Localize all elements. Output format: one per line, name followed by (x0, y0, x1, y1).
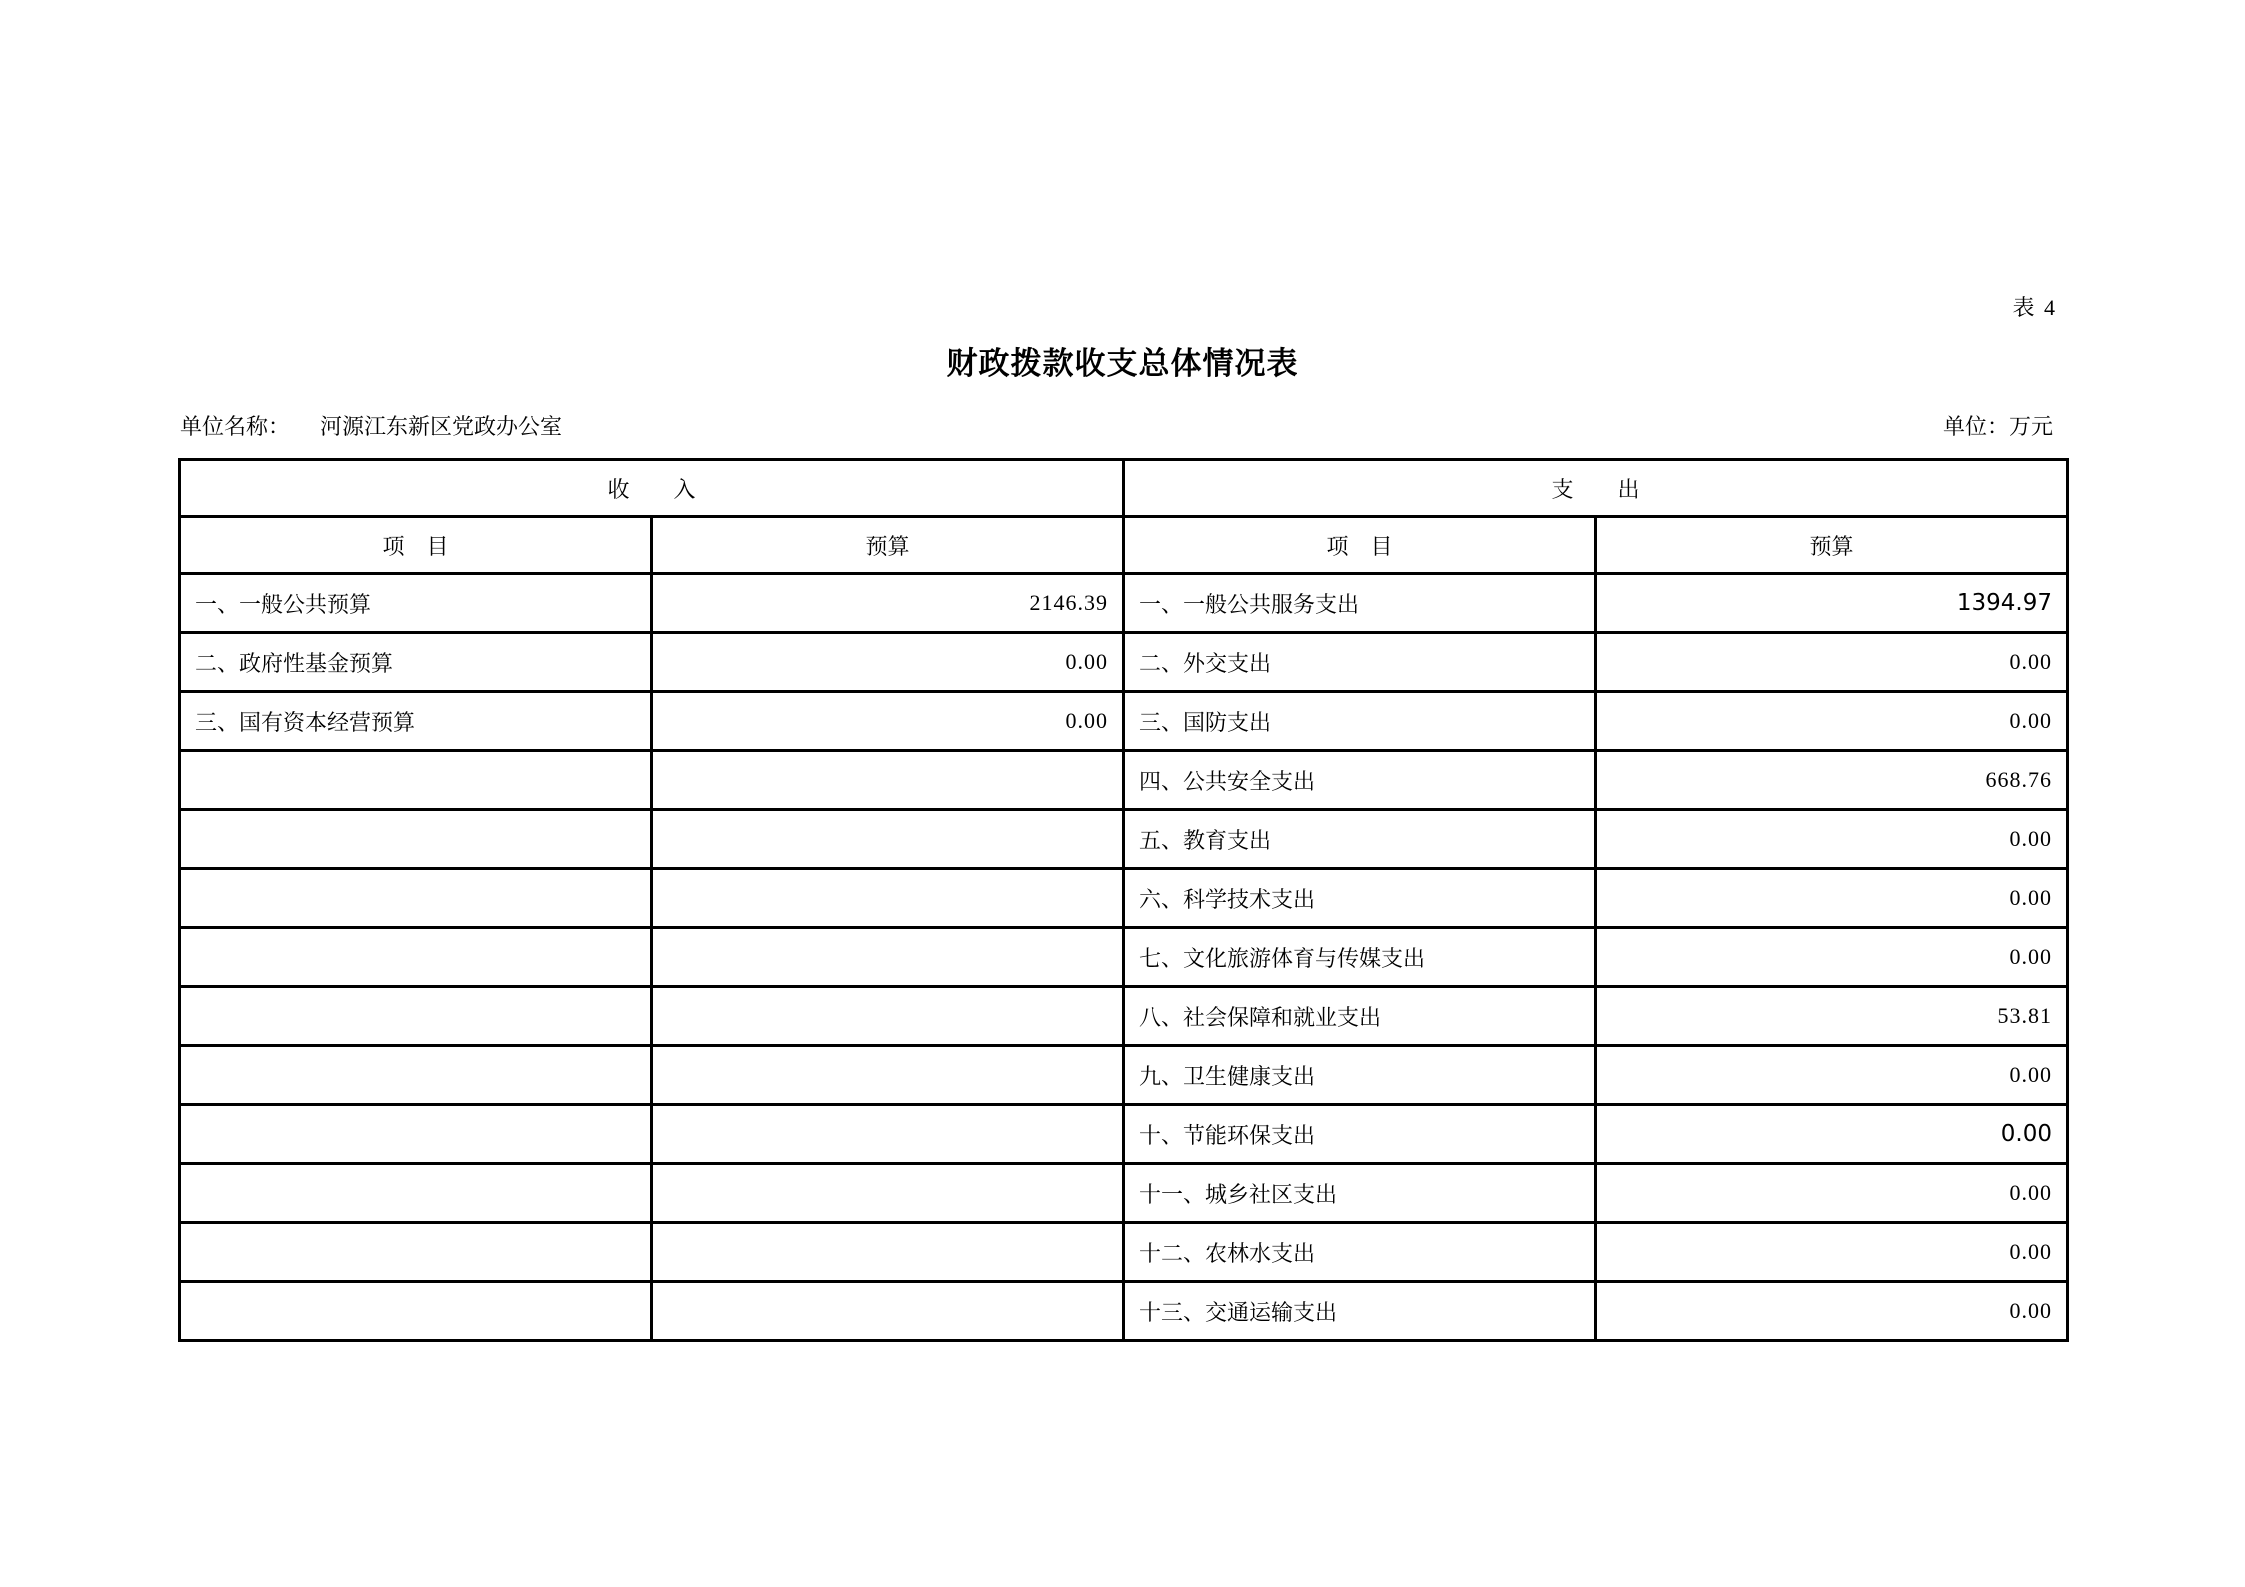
budget-table-body (180, 574, 2068, 1341)
revenue-value-cell (652, 751, 1124, 810)
expenditure-value-cell: 53.81 (1596, 987, 2068, 1046)
budget-table (178, 458, 2069, 1342)
expenditure-item-cell: 三、国防支出 (1124, 692, 1596, 751)
revenue-item-cell (180, 810, 652, 869)
revenue-item-cell: 一、一般公共预算 (180, 574, 652, 633)
meta-row (180, 410, 2053, 441)
expenditure-item-cell: 十三、交通运输支出 (1124, 1282, 1596, 1341)
revenue-item-cell (180, 1282, 652, 1341)
table-row (180, 1282, 2068, 1341)
revenue-value-cell (652, 1223, 1124, 1282)
expenditure-item-cell: 十、节能环保支出 (1124, 1105, 1596, 1164)
revenue-value-cell: 2146.39 (652, 574, 1124, 633)
revenue-item-cell (180, 1164, 652, 1223)
expenditure-value-cell: 0.00 (1596, 1046, 2068, 1105)
expenditure-value-cell: 1394.97 (1596, 574, 2068, 633)
expenditure-value-cell: 0.00 (1596, 928, 2068, 987)
expenditure-item-cell: 二、外交支出 (1124, 633, 1596, 692)
unit-name-value: 河源江东新区党政办公室 (320, 414, 563, 439)
revenue-value-cell: 0.00 (652, 633, 1124, 692)
table-row (180, 574, 2068, 633)
unit-label: 单位：万元 (1942, 414, 2053, 439)
table-row (180, 928, 2068, 987)
expenditure-item-cell: 八、社会保障和就业支出 (1124, 987, 1596, 1046)
revenue-value-cell (652, 810, 1124, 869)
expenditure-item-cell: 五、教育支出 (1124, 810, 1596, 869)
table-row (180, 1223, 2068, 1282)
expenditure-value-cell: 0.00 (1596, 692, 2068, 751)
expenditure-value-cell: 0.00 (1596, 1105, 2068, 1164)
expenditure-value-cell: 668.76 (1596, 751, 2068, 810)
table-row (180, 633, 2068, 692)
expenditure-value-cell: 0.00 (1596, 1282, 2068, 1341)
expenditure-budget-column-header: 预算 (1596, 517, 2068, 574)
table-column-header-row (180, 517, 2068, 574)
revenue-item-cell (180, 1105, 652, 1164)
expenditure-value-cell: 0.00 (1596, 869, 2068, 928)
table-number-tag: 表 4 (2012, 295, 2057, 320)
expenditure-item-cell: 七、文化旅游体育与传媒支出 (1124, 928, 1596, 987)
revenue-item-cell (180, 751, 652, 810)
expenditure-value-cell: 0.00 (1596, 810, 2068, 869)
revenue-value-cell: 0.00 (652, 692, 1124, 751)
expenditure-item-cell: 一、一般公共服务支出 (1124, 574, 1596, 633)
expenditure-item-cell: 十一、城乡社区支出 (1124, 1164, 1596, 1223)
expenditure-item-column-header: 项 目 (1124, 517, 1596, 574)
expenditure-section-header: 支 出 (1124, 460, 2068, 517)
expenditure-item-cell: 六、科学技术支出 (1124, 869, 1596, 928)
revenue-value-cell (652, 928, 1124, 987)
table-row (180, 1105, 2068, 1164)
table-row (180, 1164, 2068, 1223)
table-row (180, 810, 2068, 869)
page-title: 财政拨款收支总体情况表 (946, 346, 1299, 381)
revenue-item-cell: 二、政府性基金预算 (180, 633, 652, 692)
table-row (180, 987, 2068, 1046)
table-row (180, 751, 2068, 810)
expenditure-value-cell: 0.00 (1596, 1223, 2068, 1282)
table-section-header-row (180, 460, 2068, 517)
unit-name-label: 单位名称： (180, 414, 291, 439)
revenue-value-cell (652, 1282, 1124, 1341)
unit-name (180, 410, 562, 441)
revenue-value-cell (652, 1105, 1124, 1164)
expenditure-item-cell: 九、卫生健康支出 (1124, 1046, 1596, 1105)
table-row (180, 869, 2068, 928)
revenue-value-cell (652, 869, 1124, 928)
table-row (180, 692, 2068, 751)
revenue-item-cell: 三、国有资本经营预算 (180, 692, 652, 751)
expenditure-value-cell: 0.00 (1596, 1164, 2068, 1223)
revenue-item-cell (180, 1223, 652, 1282)
revenue-item-cell (180, 1046, 652, 1105)
revenue-budget-column-header: 预算 (652, 517, 1124, 574)
revenue-value-cell (652, 1046, 1124, 1105)
revenue-item-cell (180, 987, 652, 1046)
revenue-section-header: 收 入 (180, 460, 1124, 517)
table-row (180, 1046, 2068, 1105)
revenue-item-column-header: 项 目 (180, 517, 652, 574)
revenue-item-cell (180, 869, 652, 928)
revenue-item-cell (180, 928, 652, 987)
revenue-value-cell (652, 1164, 1124, 1223)
expenditure-item-cell: 十二、农林水支出 (1124, 1223, 1596, 1282)
revenue-value-cell (652, 987, 1124, 1046)
expenditure-item-cell: 四、公共安全支出 (1124, 751, 1596, 810)
expenditure-value-cell: 0.00 (1596, 633, 2068, 692)
